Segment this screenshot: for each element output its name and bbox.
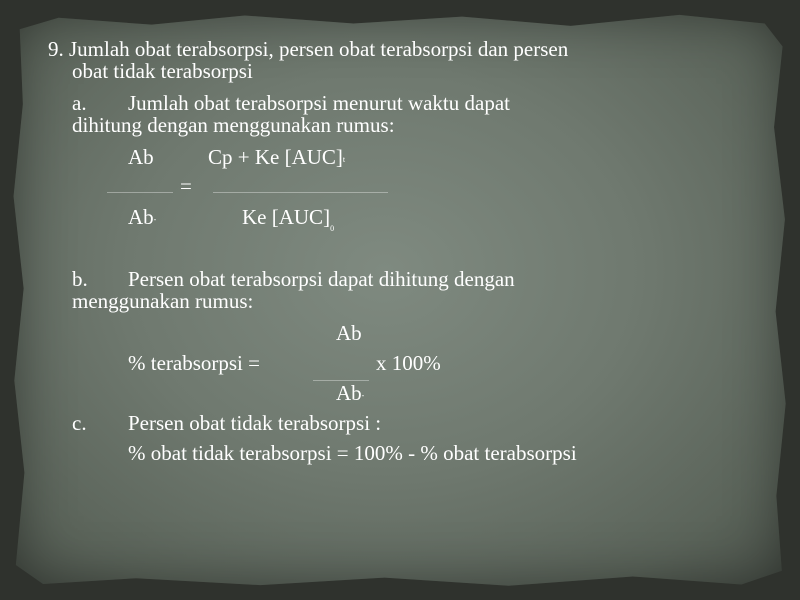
formula-b-denominator-superscript: -	[361, 391, 365, 400]
formula-b-numerator: Ab	[336, 321, 362, 345]
item-a-text-line2: dihitung dengan menggunakan rumus:	[72, 113, 395, 137]
formula-a-numerator-superscript: t	[342, 155, 346, 164]
formula-a-numerator-right-text: Cp + Ke [AUC]	[208, 145, 343, 169]
item-b-text-line2: menggunakan rumus:	[72, 289, 254, 313]
formula-a-fraction-bar-right	[213, 192, 388, 193]
item-c-text: Persen obat tidak terabsorpsi :	[128, 411, 382, 435]
formula-a-fraction-bar-left	[107, 192, 173, 193]
formula-a-numerator-left: Ab	[128, 145, 154, 169]
item-a-marker: a.	[72, 91, 87, 115]
formula-a-numerator-right	[208, 146, 345, 169]
formula-a-denominator-right-text: Ke [AUC]	[242, 205, 331, 229]
formula-a-denominator-subscript: 0	[330, 224, 335, 233]
item-c-marker: c.	[72, 411, 87, 435]
item9-heading-line1: 9. Jumlah obat terabsorpsi, persen obat terabsorpsi dan persen	[48, 37, 569, 61]
formula-a-denominator-left-superscript: -	[153, 215, 157, 224]
item-c-formula: % obat tidak terabsorpsi = 100% - % obat terabsorpsi	[128, 441, 577, 465]
formula-a-denominator-right	[242, 206, 334, 233]
item-a-text-line1: Jumlah obat terabsorpsi menurut waktu dapat	[128, 91, 510, 115]
item9-heading-line2: obat tidak terabsorpsi	[72, 59, 253, 83]
formula-b-multiplier: x 100%	[376, 351, 441, 375]
item-b-marker: b.	[72, 267, 88, 291]
formula-b-denominator	[336, 382, 364, 405]
formula-a-denominator-left	[128, 206, 156, 229]
item-b-text-line1: Persen obat terabsorpsi dapat dihitung dengan	[128, 267, 515, 291]
formula-b-denominator-text: Ab	[336, 381, 362, 405]
formula-a-denominator-left-text: Ab	[128, 205, 154, 229]
formula-a-equals: =	[180, 174, 192, 198]
formula-b-label: % terabsorpsi =	[128, 351, 260, 375]
